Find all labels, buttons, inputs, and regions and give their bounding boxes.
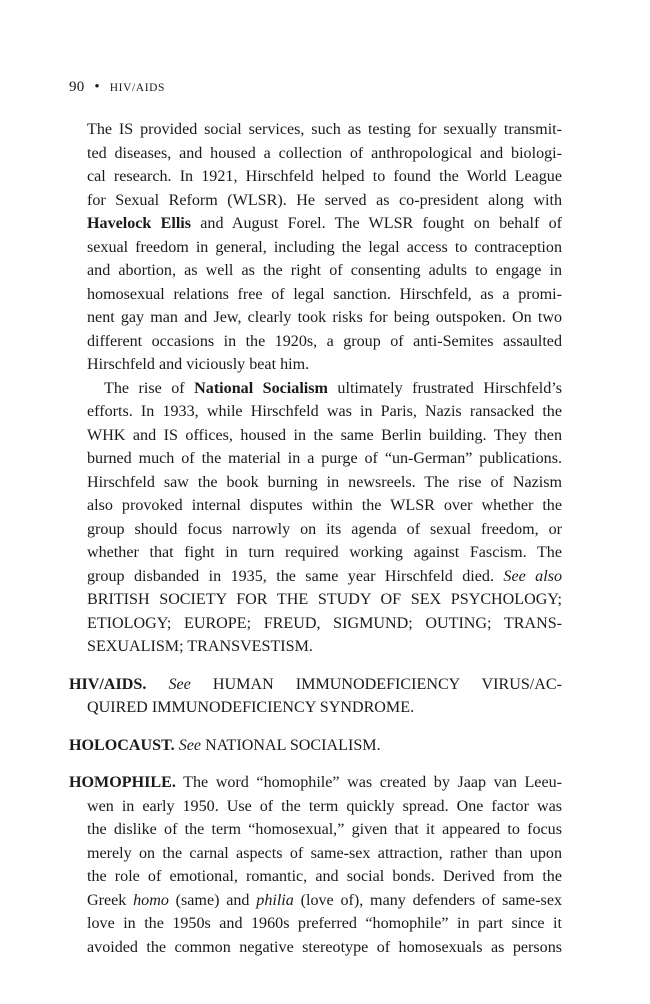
text-line: love in the 1950s and 1960s preferred “homophile” in part since it [87,915,562,932]
text-line: and abortion, as well as the right of consenting adults to engage in [87,262,562,279]
text-line: HOLOCAUST. See NATIONAL SOCIALISM. [69,736,381,754]
text-line: sexual freedom in general, including the legal access to contraception [87,238,562,256]
entry-body [69,795,562,960]
bullet: • [94,79,100,95]
entry-head: HOMOPHILE. [69,774,176,791]
text-line: Havelock Ellis and August Forel. The WLSR fought on behalf of [87,215,562,232]
text-line: for Sexual Reform (WLSR). He served as co-president along with [87,191,562,209]
running-head [69,79,165,96]
text-line: avoided the common negative stereotype of homosexuals as persons [87,938,562,956]
text-line: also provoked internal disputes within the WLSR over whether the [87,497,562,514]
text-line: cal research. In 1921, Hirschfeld helped to found the World League [87,168,562,185]
section-title: HIV/AIDS [109,82,166,94]
text-line: homosexual relations free of legal sanction. Hirschfeld, as a promi- [87,285,562,303]
greek-term: homo [133,891,169,909]
text-line: different occasions in the 1920s, a group of anti-Semites assaulted [87,332,562,350]
bold-term: Havelock Ellis [87,215,192,232]
text-line: nent gay man and Jew, clearly took risks for being outspoken. On two [87,309,562,326]
see-also-reference: See also [503,567,563,585]
text-line: efforts. In 1933, while Hirschfeld was in Paris, Nazis ransacked the [87,403,562,420]
entry-head: HIV/AIDS. [69,675,147,693]
page-number: 90 [69,79,85,95]
cross-reference-line: BRITISH SOCIETY FOR THE STUDY OF SEX PSYCHOLOGY; [87,591,562,608]
text-line: the role of emotional, romantic, and social bonds. Derived from the [87,868,562,885]
text-line: The IS provided social services, such as testing for sexually transmit- [87,121,562,138]
text-line: WHK and IS offices, housed in the same Berlin building. They then [87,426,562,444]
text-line: Greek homo (same) and philia (love of), many defenders of same-sex [87,891,563,909]
entry-holocaust [69,734,562,758]
entry-homophile [69,771,562,959]
bold-term: National Socialism [194,379,328,397]
paragraph-continuation [69,118,562,659]
entry-hivaids [69,673,562,720]
text-line: The rise of National Socialism ultimately frustrated Hirschfeld’s [104,379,563,397]
text-line: whether that fight in turn required working against Fascism. The [87,544,562,561]
text-line: wen in early 1950. Use of the term quickly spread. One factor was [87,797,562,815]
greek-term: philia [256,891,294,909]
text-line: the dislike of the term “homosexual,” given that it appeared to focus [87,821,562,838]
cross-reference-line: SEXUALISM; TRANSVESTISM. [87,638,313,655]
body-text [69,118,562,959]
text-line: Hirschfeld and viciously beat him. [87,356,310,373]
text-line: ted diseases, and housed a collection of anthropological and biologi- [87,144,562,162]
cross-reference-line: ETIOLOGY; EUROPE; FREUD, SIGMUND; OUTING; TRANS- [87,614,562,632]
text-line: HIV/AIDS. See HUMAN IMMUNODEFICIENCY VIRUS/AC- [69,675,562,693]
text-line: HOMOPHILE. The word “homophile” was created by Jaap van Leeu- [69,774,562,791]
see-reference: See [178,736,202,754]
text-line: burned much of the material in a purge of “un-German” publications. [87,450,562,467]
text-line: group should focus narrowly on its agenda of sexual freedom, or [87,520,562,538]
text-line: merely on the carnal aspects of same-sex attraction, rather than upon [87,844,562,862]
see-reference: See [168,675,191,693]
entry-head: HOLOCAUST. [69,736,175,754]
text-line: Hirschfeld saw the book burning in newsreels. The rise of Nazism [87,473,562,491]
text-line: QUIRED IMMUNODEFICIENCY SYNDROME. [87,699,415,716]
text-line: group disbanded in 1935, the same year Hirschfeld died. See also [87,567,563,585]
